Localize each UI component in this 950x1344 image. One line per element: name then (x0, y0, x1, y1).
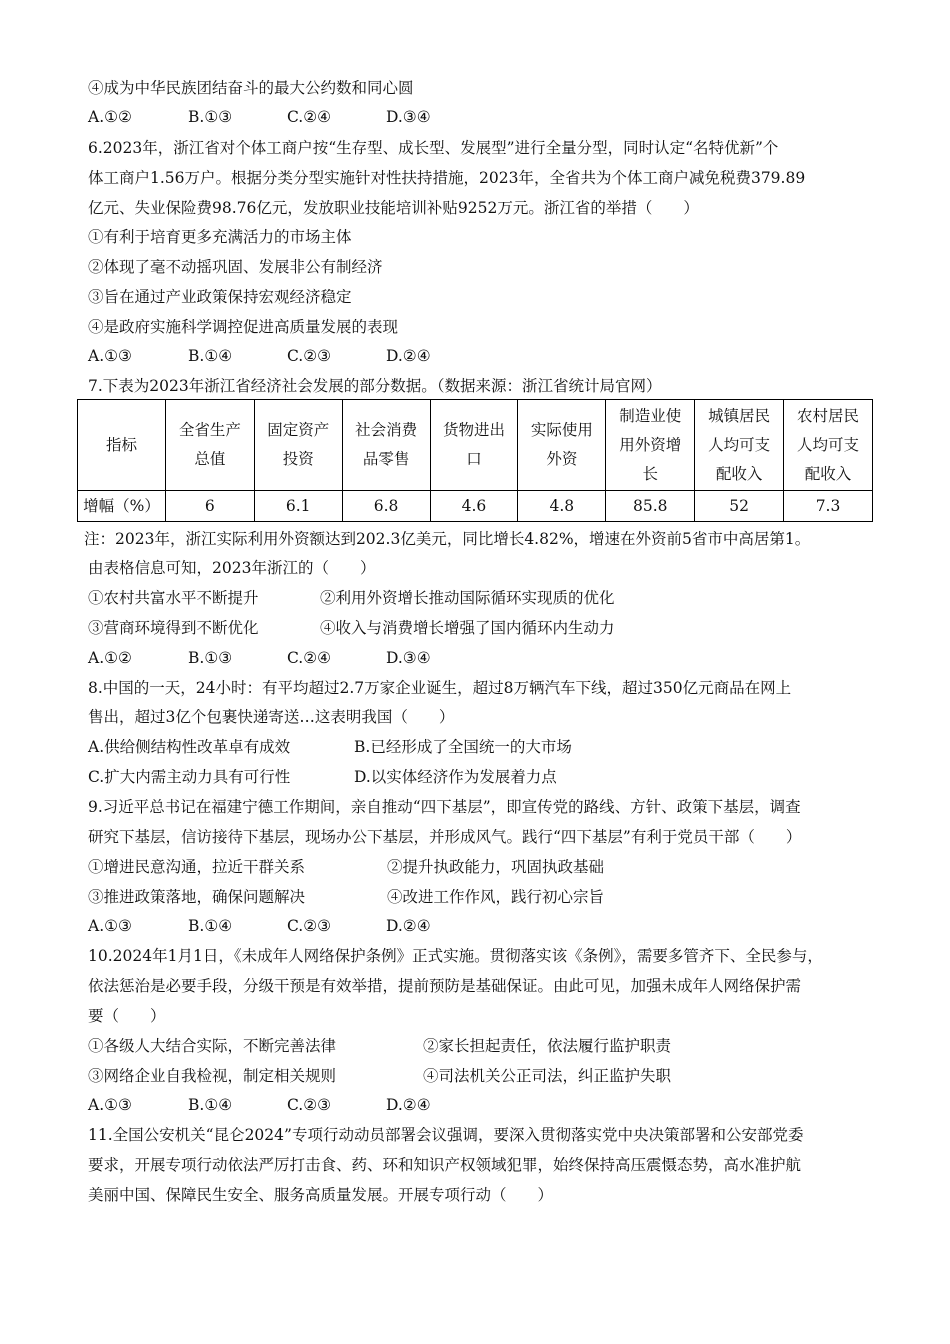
table-cell: 6 (165, 491, 254, 522)
q5-option-b: B.①③ (188, 108, 233, 126)
table-cell: 4.8 (518, 491, 606, 522)
q10-option-d: D.②④ (386, 1096, 431, 1114)
table-header-cell: 制造业使 用外资增 长 (606, 400, 695, 491)
q8-option-a: A.供给侧结构性改革卓有成效 (88, 738, 291, 756)
table-cell: 7.3 (784, 491, 873, 522)
q10-item-2: ②家长担起责任，依法履行监护职责 (423, 1037, 672, 1055)
q6-option-d: D.②④ (386, 347, 431, 365)
table-value-row (78, 491, 873, 522)
q6-option-c: C.②③ (287, 347, 332, 365)
q9-option-a: A.①③ (88, 917, 132, 935)
q7-intro: 7.下表为2023年浙江省经济社会发展的部分数据。（数据来源：浙江省统计局官网） (88, 377, 662, 395)
q8-option-c: C.扩大内需主动力具有可行性 (88, 768, 291, 786)
q6-stem-line-2: 体工商户1.56万户。根据分类分型实施针对性扶持措施，2023年，全省共为个体工商户减免税费379.89 (88, 169, 806, 187)
table-cell: 6.8 (342, 491, 430, 522)
q10-option-a: A.①③ (88, 1096, 132, 1114)
q6-item-4: ④是政府实施科学调控促进高质量发展的表现 (88, 318, 399, 336)
q11-stem-line-1: 11.全国公安机关“昆仑2024”专项行动动员部署会议强调，要深入贯彻落实党中央决策部署和公安部党委 (88, 1126, 804, 1144)
q6-item-2: ②体现了毫不动摇巩固、发展非公有制经济 (88, 258, 383, 276)
q7-question: 由表格信息可知，2023年浙江的（ ） (88, 559, 376, 577)
table-header-cell: 货物进出 口 (430, 400, 518, 491)
table-header-cell: 全省生产 总值 (165, 400, 254, 491)
q10-item-1: ①各级人大结合实际，不断完善法律 (88, 1037, 337, 1055)
q9-option-b: B.①④ (188, 917, 233, 935)
q10-stem-line-2: 依法惩治是必要手段，分级干预是有效举措，提前预防是基础保证。由此可见，加强未成年人网络保护需 (88, 977, 802, 995)
q7-option-b: B.①③ (188, 649, 233, 667)
q8-stem-line-2: 售出，超过3亿个包裹快递寄送…这表明我国（ ） (88, 708, 455, 726)
q9-stem-line-1: 9.习近平总书记在福建宁德工作期间，亲自推动“四下基层”，即宣传党的路线、方针、政策下基层，调查 (88, 798, 801, 816)
q11-stem-line-3: 美丽中国、保障民生安全、服务高质量发展。开展专项行动（ ） (88, 1186, 554, 1204)
economic-data-table (77, 399, 873, 522)
q10-stem-line-1: 10.2024年1月1日，《未成年人网络保护条例》正式实施。贯彻落实该《条例》，需要多管齐下、全民参与， (88, 947, 823, 965)
q9-item-2: ②提升执政能力，巩固执政基础 (387, 858, 605, 876)
q7-item-4: ④收入与消费增长增强了国内循环内生动力 (320, 619, 615, 637)
q9-option-d: D.②④ (386, 917, 431, 935)
q5-item-4: ④成为中华民族团结奋斗的最大公约数和同心圆 (88, 79, 414, 97)
q10-option-b: B.①④ (188, 1096, 233, 1114)
q8-option-d: D.以实体经济作为发展着力点 (354, 768, 557, 786)
q6-item-1: ①有利于培育更多充满活力的市场主体 (88, 228, 352, 246)
table-cell: 85.8 (606, 491, 695, 522)
q7-item-3: ③营商环境得到不断优化 (88, 619, 259, 637)
table-header-cell: 城镇居民 人均可支 配收入 (695, 400, 784, 491)
q7-item-2: ②利用外资增长推动国际循环实现质的优化 (320, 589, 615, 607)
q7-option-c: C.②④ (287, 649, 332, 667)
table-row-label: 增幅（%） (78, 491, 166, 522)
q5-option-d: D.③④ (386, 108, 431, 126)
q6-option-a: A.①③ (88, 347, 132, 365)
q10-item-3: ③网络企业自我检视，制定相关规则 (88, 1067, 337, 1085)
q9-stem-line-2: 研究下基层，信访接待下基层，现场办公下基层，并形成风气。践行“四下基层”有利于党员干部（ ） (88, 828, 802, 846)
q8-option-b: B.已经形成了全国统一的大市场 (354, 738, 572, 756)
table-header-cell: 农村居民 人均可支 配收入 (784, 400, 873, 491)
q5-option-c: C.②④ (287, 108, 332, 126)
q8-stem-line-1: 8.中国的一天，24小时：有平均超过2.7万家企业诞生，超过8万辆汽车下线，超过350亿元商品在网上 (88, 679, 792, 697)
q9-item-3: ③推进政策落地，确保问题解决 (88, 888, 306, 906)
q11-stem-line-2: 要求，开展专项行动依法严厉打击食、药、环和知识产权领域犯罪，始终保持高压震慑态势，高水准护航 (88, 1156, 802, 1174)
q7-option-a: A.①② (88, 649, 132, 667)
table-cell: 4.6 (430, 491, 518, 522)
q10-item-4: ④司法机关公正司法，纠正监护失职 (423, 1067, 672, 1085)
q9-option-c: C.②③ (287, 917, 332, 935)
q7-option-d: D.③④ (386, 649, 431, 667)
q7-note: 注：2023年，浙江实际利用外资额达到202.3亿美元，同比增长4.82%，增速在外资前5省市中高居第1。 (84, 530, 811, 548)
q6-stem-line-3: 亿元、失业保险费98.76亿元，发放职业技能培训补贴9252万元。浙江省的举措（ ） (88, 199, 699, 217)
table-header-cell: 固定资产 投资 (254, 400, 342, 491)
q6-item-3: ③旨在通过产业政策保持宏观经济稳定 (88, 288, 352, 306)
table-cell: 6.1 (254, 491, 342, 522)
q9-item-4: ④改进工作作风，践行初心宗旨 (387, 888, 605, 906)
q7-item-1: ①农村共富水平不断提升 (88, 589, 259, 607)
table-row-label: 指标 (78, 400, 166, 491)
q10-stem-line-3: 要（ ） (88, 1007, 166, 1025)
table-cell: 52 (695, 491, 784, 522)
q5-option-a: A.①② (88, 108, 132, 126)
q9-item-1: ①增进民意沟通，拉近干群关系 (88, 858, 306, 876)
q6-stem-line-1: 6.2023年，浙江省对个体工商户按“生存型、成长型、发展型”进行全量分型，同时认定“名特优新”个 (88, 139, 779, 157)
q10-option-c: C.②③ (287, 1096, 332, 1114)
table-header-row (78, 400, 873, 491)
q6-option-b: B.①④ (188, 347, 233, 365)
table-header-cell: 社会消费 品零售 (342, 400, 430, 491)
table-header-cell: 实际使用 外资 (518, 400, 606, 491)
